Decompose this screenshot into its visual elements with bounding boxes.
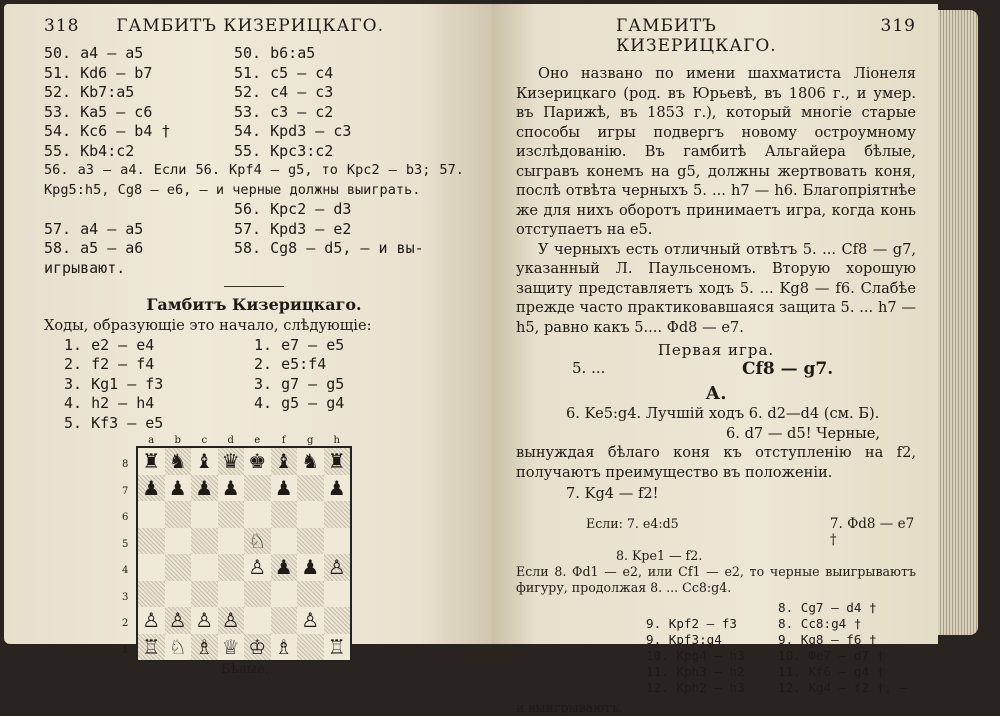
paragraph-1: Оно названо по имени шахматиста Ліонеля Кизерицкаго (род. въ Юрьевѣ, въ 1806 г., и умер. въ Парижѣ, въ 1853 г.), который многіе старые способы игры подвергъ новому остроумному изслѣдованію. Въ гамбитѣ Альгайера бѣлые, сыгравъ конемъ на g5, должны жертвовать коня, послѣ отвѣта черныхъ 5. ... h7 — h6. Благопріятнѣе же для нихъ оборотъ принимаетъ игра, когда конь отступаетъ на e5.: [516, 65, 916, 238]
line-7-row: [516, 516, 916, 548]
chess-piece-square: ♜: [138, 448, 165, 475]
if-7: Если: 7. e4:d5: [586, 515, 679, 531]
page-number: 319: [880, 16, 916, 36]
chess-piece-square: ♟: [324, 475, 351, 502]
chess-piece-square: ♔: [244, 634, 271, 661]
move-row: 4. h2 — h4 4. g5 — g4: [64, 394, 345, 412]
board-square: [191, 528, 218, 555]
chess-piece-square: ♖: [138, 634, 165, 661]
chess-piece-square: ♖: [324, 634, 351, 661]
board-square: [297, 528, 324, 555]
board-square: [297, 581, 324, 608]
move-row: 57. a4 — a5 57. Kpd3 — e2: [44, 219, 352, 238]
sub-move: 11. Kph3 — h2: [646, 663, 745, 679]
board-square: [138, 528, 165, 555]
chess-piece-square: ♜: [324, 448, 351, 475]
sub-move: 9. Kpf2 — f3: [646, 615, 737, 631]
rank-label: 8: [122, 459, 129, 470]
line-56-black: 56. Kpc2 — d3: [234, 200, 352, 218]
move-row: 5. Kf3 — e5: [64, 413, 164, 432]
move-row: 51. Kd6 — b7 51. c5 — c4: [44, 63, 334, 82]
board-square: [244, 475, 271, 502]
moves-top: [44, 44, 464, 161]
board-square: [138, 501, 165, 528]
right-page-header: [516, 16, 916, 56]
sub-move: 12. Kph2 — h3: [646, 679, 745, 695]
sub-black-moves: [778, 600, 907, 696]
chess-piece-square: ♞: [165, 448, 192, 475]
chess-piece-square: ♙: [244, 554, 271, 581]
file-label: f: [281, 435, 286, 446]
chess-piece-square: ♝: [191, 448, 218, 475]
sub-move: 8. Cc8:g4 †: [778, 615, 862, 631]
left-page: [4, 4, 492, 677]
line-6-black: 6. d7 — d5! Черные,: [726, 424, 881, 442]
move-row: 2. f2 — f4 2. e5:f4: [64, 355, 327, 373]
rank-label: 1: [122, 644, 129, 656]
file-label: g: [307, 435, 314, 446]
board-square: [165, 528, 192, 555]
chess-piece-square: ♙: [297, 607, 324, 634]
divider: [224, 286, 284, 287]
running-head: ГАМБИТЪ КИЗЕРИЦКАГО.: [616, 16, 777, 56]
chess-piece-square: ♟: [165, 475, 192, 502]
line-end: игрывают.: [44, 258, 126, 277]
chess-board: [136, 446, 352, 662]
move-row: 50. a4 — a5 50. b6:a5: [44, 44, 316, 62]
chess-piece-square: ♛: [218, 448, 245, 475]
chess-piece-square: ♙: [324, 554, 351, 581]
move-row: 53. Ka5 — c6 53. c3 — c2: [44, 102, 334, 121]
chess-piece-square: ♙: [165, 607, 192, 634]
chess-piece-square: ♞: [297, 448, 324, 475]
move-5-row: [516, 359, 916, 379]
file-label: h: [333, 435, 340, 446]
file-label: c: [201, 435, 208, 446]
variation-label: А.: [705, 383, 727, 404]
move-row: 55. Kb4:c2 55. Kpc3:c2: [44, 141, 334, 160]
if-7-reply: 8. Kpe1 — f2.: [616, 547, 703, 563]
file-labels: [138, 435, 350, 446]
rank-label: 4: [122, 565, 129, 576]
file-label: a: [148, 435, 155, 446]
final-line: и выигрываютъ.: [516, 699, 624, 715]
board-square: [138, 554, 165, 581]
game-title: Первая игра.: [657, 341, 775, 359]
line-56: 56. a3 — a4. Если 56. Kpf4 — g5, то Kpc2 — b3; 57. Kpg5:h5, Cg8 — e6, — и черные должны выиграть.: [44, 162, 464, 198]
right-page: [492, 4, 938, 715]
board-square: [297, 501, 324, 528]
chess-piece-square: ♟: [297, 554, 324, 581]
move-5-black: Cf8 — g7.: [742, 359, 834, 379]
sub-move: 10. Фe7 — d7 †: [778, 647, 885, 663]
chess-piece-square: ♙: [138, 607, 165, 634]
rank-label: 5: [122, 538, 129, 550]
board-square: [271, 581, 298, 608]
board-square: [191, 581, 218, 608]
board-square: [191, 501, 218, 528]
running-head: ГАМБИТЪ КИЗЕРИЦКАГО.: [116, 16, 384, 36]
opening-moves: [44, 336, 464, 434]
page-number: 318: [44, 16, 80, 36]
chess-diagram: [122, 435, 464, 677]
chess-piece-square: ♗: [191, 634, 218, 661]
rank-label: 7: [122, 485, 129, 497]
board-square: [138, 581, 165, 608]
chess-piece-square: ♚: [244, 448, 271, 475]
chess-piece-square: ♙: [191, 607, 218, 634]
board-square: [297, 475, 324, 502]
chess-piece-square: ♘: [165, 634, 192, 661]
chess-piece-square: ♘: [244, 528, 271, 555]
sub-move: 8. Cg7 — d4 †: [778, 599, 877, 615]
section-title: Гамбитъ Кизерицкаго.: [146, 295, 362, 314]
board-square: [324, 581, 351, 608]
if-8: Если 8. Фd1 — e2, или Cf1 — e2, то черные выигрываютъ фигуру, продолжая 8. ... Cc8:g4.: [516, 563, 916, 595]
chess-piece-square: ♙: [218, 607, 245, 634]
sub-variation: [516, 600, 916, 696]
rank-label: 6: [122, 512, 129, 523]
board-square: [324, 607, 351, 634]
board-square: [324, 528, 351, 555]
file-label: d: [227, 435, 234, 446]
sub-move: 9. Kpf3:g4: [646, 631, 722, 647]
board-square: [218, 528, 245, 555]
chess-piece-square: ♟: [138, 475, 165, 502]
move-row: 52. Kb7:a5 52. c4 — c3: [44, 83, 334, 101]
board-square: [271, 607, 298, 634]
rank-labels: [122, 452, 128, 664]
chess-piece-square: ♕: [218, 634, 245, 661]
board-square: [244, 581, 271, 608]
move-row: 3. Kg1 — f3 3. g7 — g5: [64, 374, 345, 393]
chess-piece-square: ♝: [271, 448, 298, 475]
sub-move: 11. Kf6 — g4 †: [778, 663, 885, 679]
move-row: 58. a5 — a6 58. Cg8 — d5, — и вы-: [44, 239, 424, 257]
sub-move: 12. Kg4 — f2 †, —: [778, 679, 907, 695]
board-square: [218, 554, 245, 581]
file-label: e: [254, 435, 261, 446]
paragraph-2: У черныхъ есть отличный отвѣтъ 5. ... Cf8 — g7, указанный Л. Паульсеномъ. Вторую хорошую защиту представляетъ ходъ 5. ... Kg8 — f6. Слабѣе прежде часто практиковавшаяся защита 5. ... h7 — h5, равно какъ 5.... Фd8 — e7.: [516, 240, 916, 336]
move-5: 5. ...: [572, 359, 606, 377]
board-square: [218, 501, 245, 528]
diagram-caption: Бѣлые.: [221, 662, 269, 677]
board-square: [165, 554, 192, 581]
left-page-header: [44, 16, 464, 36]
line-6-cont: вынуждая бѣлаго коня къ отступленію на f2, получаютъ преимущество въ положеніи.: [516, 444, 916, 481]
board-square: [165, 581, 192, 608]
board-square: [271, 528, 298, 555]
chess-piece-square: ♟: [218, 475, 245, 502]
chess-piece-square: ♗: [271, 634, 298, 661]
board-square: [244, 501, 271, 528]
line-7-black: 7. Фd8 — e7 †: [829, 515, 915, 548]
line-6: 6. Ke5:g4. Лучшій ходъ 6. d2—d4 (см. Б).: [566, 405, 880, 422]
move-row: 1. e2 — e4 1. e7 — e5: [64, 335, 345, 354]
sub-move: 10. Kpg4 — h3: [646, 647, 745, 663]
intro-text: Ходы, образующіе это начало, слѣдующіе:: [44, 317, 372, 334]
board-square: [191, 554, 218, 581]
board-square: [218, 581, 245, 608]
page-edges: [938, 10, 978, 635]
board-square: [324, 501, 351, 528]
chess-piece-square: ♟: [271, 475, 298, 502]
chess-piece-square: ♟: [191, 475, 218, 502]
chess-piece-square: ♟: [271, 554, 298, 581]
rank-label: 2: [122, 618, 129, 629]
file-label: b: [174, 435, 181, 446]
line-7: 7. Kg4 — f2!: [566, 485, 659, 502]
board-square: [297, 634, 324, 661]
board-square: [244, 607, 271, 634]
board-square: [165, 501, 192, 528]
sub-move: 9. Kg8 — f6 †: [778, 631, 877, 647]
move-row: 54. Kc6 — b4 † 54. Kpd3 — c3: [44, 122, 352, 140]
board-square: [271, 501, 298, 528]
rank-label: 3: [122, 591, 129, 603]
sub-white-moves: [516, 600, 786, 696]
